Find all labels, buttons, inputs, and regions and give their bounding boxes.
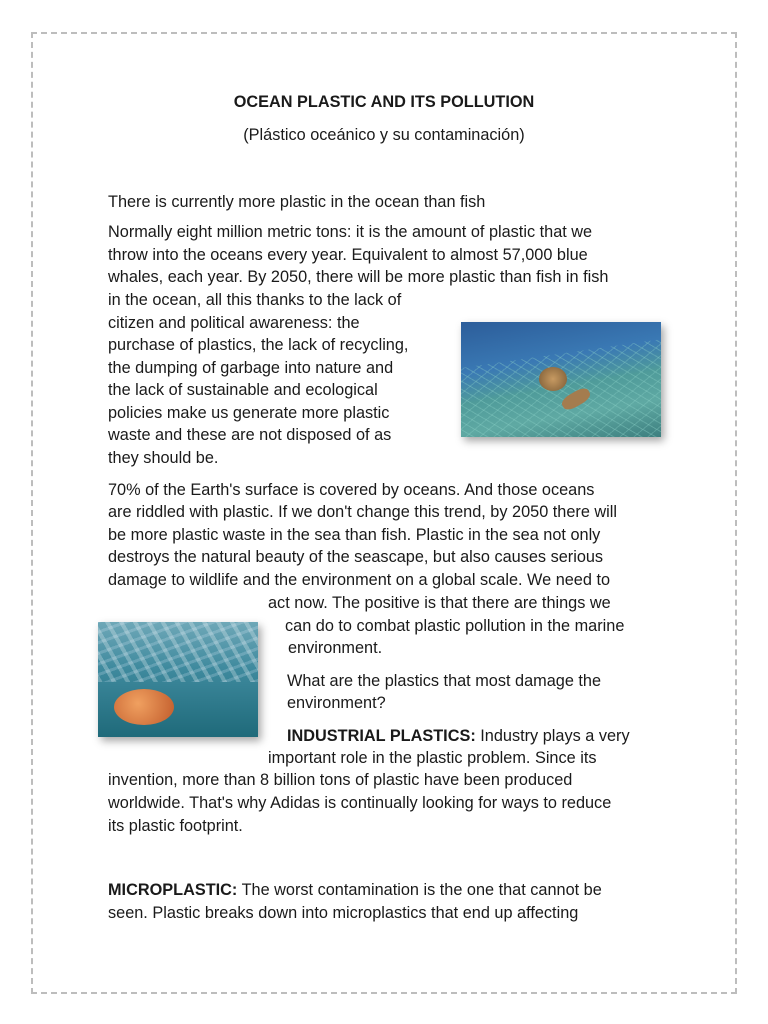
text-line: invention, more than 8 billion tons of plastic have been produced xyxy=(108,771,573,789)
text-line: in the ocean, all this thanks to the lack of xyxy=(108,291,402,309)
text-line: throw into the oceans every year. Equivalent to almost 57,000 blue xyxy=(108,246,588,264)
industrial-heading: INDUSTRIAL PLASTICS: xyxy=(287,727,476,745)
text-line: waste and these are not disposed of as xyxy=(108,426,392,444)
text-line: important role in the plastic problem. Since its xyxy=(268,749,597,767)
text-line: 70% of the Earth's surface is covered by oceans. And those oceans xyxy=(108,481,595,499)
microplastic-heading: MICROPLASTIC: xyxy=(108,881,238,899)
text-line: environment? xyxy=(287,694,386,712)
text-line: Industry plays a very xyxy=(475,727,630,745)
text-line: are riddled with plastic. If we don't change this trend, by 2050 there will xyxy=(108,503,618,521)
text-line: the dumping of garbage into nature and xyxy=(108,359,394,377)
text-line: they should be. xyxy=(108,449,219,467)
text-line: act now. The positive is that there are things we xyxy=(268,594,611,612)
document-subtitle: (Plástico oceánico y su contaminación) xyxy=(243,126,525,144)
turtle-in-net-image xyxy=(461,322,661,437)
text-line: the lack of sustainable and ecological xyxy=(108,381,378,399)
intro-text: There is currently more plastic in the ocean than fish xyxy=(108,193,486,211)
text-line: worldwide. That's why Adidas is continually looking for ways to reduce xyxy=(108,794,612,812)
text-line: What are the plastics that most damage the xyxy=(287,672,602,690)
text-line: damage to wildlife and the environment on a global scale. We need to xyxy=(108,571,611,589)
document-title: OCEAN PLASTIC AND ITS POLLUTION xyxy=(233,93,535,111)
text-line: Normally eight million metric tons: it is the amount of plastic that we xyxy=(108,223,593,241)
fish-with-plastic-image xyxy=(98,622,258,737)
text-line: citizen and political awareness: the xyxy=(108,314,360,332)
text-line: its plastic footprint. xyxy=(108,817,243,835)
text-line: be more plastic waste in the sea than fish. Plastic in the sea not only xyxy=(108,526,601,544)
text-line: seen. Plastic breaks down into microplastics that end up affecting xyxy=(108,904,579,922)
text-line: environment. xyxy=(288,639,383,657)
text-line: policies make us generate more plastic xyxy=(108,404,390,422)
text-line: can do to combat plastic pollution in the marine xyxy=(285,617,625,635)
text-line: destroys the natural beauty of the seascape, but also causes serious xyxy=(108,548,604,566)
text-line: whales, each year. By 2050, there will be more plastic than fish in fish xyxy=(108,268,609,286)
text-line: The worst contamination is the one that cannot be xyxy=(237,881,602,899)
text-line: purchase of plastics, the lack of recycling, xyxy=(108,336,409,354)
